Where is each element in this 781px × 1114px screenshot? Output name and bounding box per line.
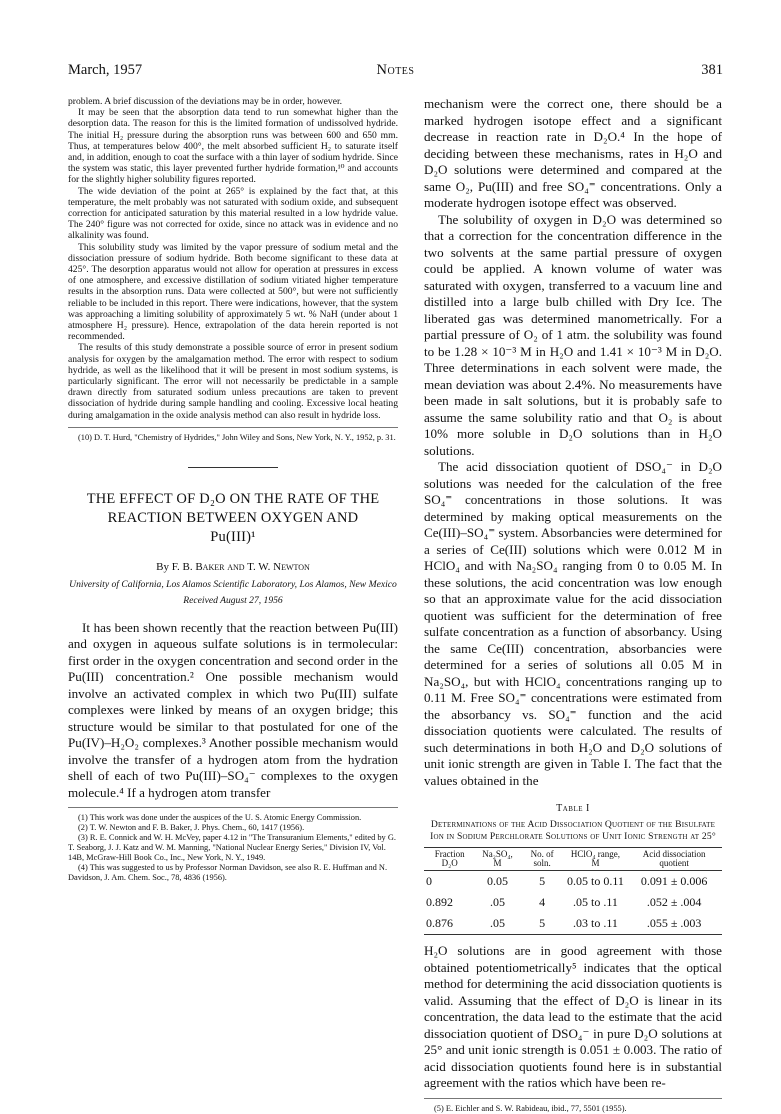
running-header [68,62,723,82]
table-row [424,913,722,935]
right-column [424,96,722,1114]
footnote-text: (5) E. Eichler and S. W. Rabideau, ibid., 77, 5501 (1955). [434,1103,627,1113]
footnote: (4) This was suggested to us by Professor Norman Davidson, see also R. E. Huffman and N. Davidson, J. Am. Chem. Soc., 78, 4836 (1956). [68,863,388,883]
paragraph: This solubility study was limited by the vapor pressure of sodium metal and the dissociation pressure of sodium hydride. Both become significant to these data at 425°. The desorption apparatus would not allow for operation at pressures in excess of one atmosphere, and excessive distillation of sodium vitiated higher temperature results in the absorption runs. Data were collected at 500°, but were not sufficiently reliable to be included in this report. There were indications, however, that the system was approaching a limiting solubility of approximately 5 wt. % NaH (under about 1 atmosphere H₂ pressure). Hence, extrapolation of the data herein reported is not recommended. [68,241,398,343]
previous-article-continuation [68,96,398,421]
table-cell: 5 [539,874,546,888]
article-body-right-continued [424,943,722,1092]
footnote-divider [424,1098,722,1099]
column-header: HClO₄ range, M [565,848,627,871]
paragraph: H₂O solutions are in good agreement with those obtained potentiometrically⁵ indicates that the optical method for determining the acid dissociation quotients is valid. Assuming that the effect of D₂O is linear in its concentration, the data lead to the estimate that the acid dissociation quotient of DSO₄⁻ in pure D₂O solutions at 25° and unit ionic strength is 0.051 ± 0.003. The ratio of acid dissociation quotients found here is in substantial agreement with the ratios which have been re- [424,943,722,1090]
column-header: Na₂SO₄, M [475,848,519,871]
paragraph: The wide deviation of the point at 265° is explained by the fact that, at this temperature, the melt probably was not saturated with sodium oxide, and subsequent correction for anticipated saturation by this material resulted in a low hydride value. The 240° figure was not corrected for oxide, since no attack was in evidence and no alkalinity was found. [68,185,398,242]
table-cell: 0.05 to 0.11 [567,874,624,888]
received-date: Received August 27, 1956 [183,594,283,606]
table-caption: Determinations of the Acid Dissociation Quotient of the Bisulfate Ion in Sodium Perchlorate Solutions of Unit Ionic Strength at 25° [430,819,716,842]
header-date: March, 1957 [68,62,143,78]
column-header: Fraction D₂O [424,848,475,871]
table-cell: 0.05 [487,874,508,888]
table-cell: .05 to .11 [573,895,618,909]
table-cell: .05 [475,913,519,935]
footnotes [68,807,398,883]
title-line: REACTION BETWEEN OXYGEN AND [107,509,359,526]
table-row [424,892,722,913]
paragraph: It may be seen that the absorption data tend to run somewhat higher than the desorption data. The reason for this is the limited formation of undissolved hydride. The initial H₂ pressure during the absorption runs was between 600 and 650 mm. Thus, at temperatures below 400°, the melt absorbed sufficient H₂ to saturate itself and, in addition, enough to coat the surface with a thin layer of sodium hydride. Since the system was static, this layer prevented further hydride formation,¹⁰ and accounts for the slightly higher solubility figures reported. [68,107,398,186]
paragraph: problem. A brief discussion of the deviations may be in order, however. [68,96,343,107]
affiliation: University of California, Los Alamos Scientific Laboratory, Los Alamos, New Mexico [69,578,397,590]
table-cell: 0.091 ± 0.006 [640,874,708,888]
left-column [68,96,398,883]
table-cell: 0 [426,874,432,888]
table-cell: .055 ± .003 [626,913,722,935]
paragraph: mechanism were the correct one, there should be a marked hydrogen isotope effect and a significant decrease in reaction rate in D₂O.⁴ In the hope of deciding between these mechanisms, rates in H₂O and D₂O solutions were determined and compared at the same O₂, Pu(III) and free SO₄⁼ concentrations. Only a moderate hydrogen isotope effect was observed. [424,96,722,210]
paragraph: It has been shown recently that the reaction between Pu(III) and oxygen in aqueous sulfate solutions is in termolecular: first order in the oxygen concentration and second order in the Pu(III) concentration.² One possible mechanism would involve an activated complex in which two Pu(III) sulfate complexes were linked by means of an oxygen bridge; this structure would be similar to that postulated for one of the Pu(IV)–H₂O₂ complexes.³ Another possible mechanism would involve the transfer of a hydrogen atom from the hydration shell of each of two Pu(III)–SO₄⁻ complexes to the oxygen molecule.⁴ If a hydrogen atom transfer [68,619,398,800]
data-table [424,847,722,935]
footnote-5 [424,1104,722,1114]
header-section: Notes [376,62,415,78]
footnote-divider [68,807,398,808]
table-cell: .03 to .11 [565,913,627,935]
article-title [68,490,398,547]
paragraph: The results of this study demonstrate a possible source of error in present sodium analysis for oxygen by the amalgamation method. The error with respect to sodium hydride, as well as the likelihood that it will be present in most sodium systems, is particularly significant. The error will not necessarily be predictable in a sample drawn directly from saturated sodium unless precautions are taken to prevent dissociation of hydride during sample handling and cooling. Excessive local heating during amalgamation in the oxide analysis method can also result in hydride loss. [68,342,398,421]
article-body-right [424,96,722,789]
table-header-row [424,848,722,871]
paragraph: The solubility of oxygen in D₂O was determined so that a correction for the concentration difference in the two solvents at the same partial pressure of oxygen could be applied. A known volume of water was saturated with oxygen, transferred to a vacuum line and distilled into a large bulb chilled with Dry Ice. The liberated gas was determined manometrically. For a partial pressure of O₂ of 1 atm. the solubility was found to be 1.28 × 10⁻³ M in H₂O and 1.41 × 10⁻³ M in D₂O. Three determinations in each solvent were made, the mean deviation was about 2.4%. No measurements have been made in salt solutions, but it is probably safe to assume the same solubility ratio and that O₂ is about 10% more soluble in D₂O solutions than in H₂O solutions. [424,211,722,458]
paragraph: The acid dissociation quotient of DSO₄⁻ in D₂O solutions was needed for the calculation of the free SO₄⁼ concentrations in those solutions. It was determined by making optical measurements on the Ce(III)–SO₄⁼ system. Absorbancies were determined for a series of Ce(III) solutions which were 0.012 M in HClO₄ and with Na₂SO₄ ranging from 0 to 0.05 M. In these solutions, the acid concentration was low enough so that an approximate value for the acid dissociation quotient was sufficient for the determination of free sulfate concentration as a function of absorbancy. Using the same Ce(III) concentration, absorbancies were determined for a series of solutions all 0.05 M in Na₂SO₄, but with HClO₄ concentrations ranging up to 0.11 M. Free SO₄⁼ concentrations were estimated from the absorbancy vs. SO₄⁼ function and the acid dissociation quotients were calculated. The results of such determinations in both H₂O and D₂O solutions of unit ionic strength are given in Table I. The fact that the values obtained in the [424,459,722,788]
footnote: (3) R. E. Connick and W. H. McVey, paper 4.12 in "The Transuranium Elements," edited by G. T. Seaborg, J. J. Katz and W. M. Manning, "National Nuclear Energy Series," Division IV, Vol. 14B, McGraw-Hill Book Co., Inc., New York, N. Y., 1949. [68,833,396,863]
column-header: Acid dissociation quotient [626,848,722,871]
table-cell: 4 [539,895,546,909]
table-cell: 0.876 [424,913,475,935]
table-title: Table I [556,803,590,814]
byline [68,561,398,573]
byline-prefix: By [156,560,169,573]
table-cell: 0.892 [426,895,453,909]
table-row [424,871,722,893]
footnote: (2) T. W. Newton and F. B. Baker, J. Phys. Chem., 60, 1417 (1956). [78,823,305,833]
authors: F. B. Baker and T. W. Newton [171,560,310,573]
page-number: 381 [701,62,723,78]
article-body-left [68,620,398,802]
footnote: (1) This work was done under the auspices of the U. S. Atomic Energy Commission. [78,813,362,823]
footnote-text: (10) D. T. Hurd, "Chemistry of Hydrides," John Wiley and Sons, New York, N. Y., 1952, p. 31. [78,432,396,442]
table-cell: .05 [490,895,505,909]
title-line: THE EFFECT OF D₂O ON THE RATE OF THE [86,490,380,507]
table-cell: 5 [520,913,565,935]
table-cell: .052 ± .004 [646,895,702,909]
title-line: Pu(III)¹ [210,528,256,545]
footnote-10 [68,433,398,443]
column-header: No. of soln. [520,848,565,871]
footnote-divider [68,427,398,428]
article-separator [188,467,278,468]
